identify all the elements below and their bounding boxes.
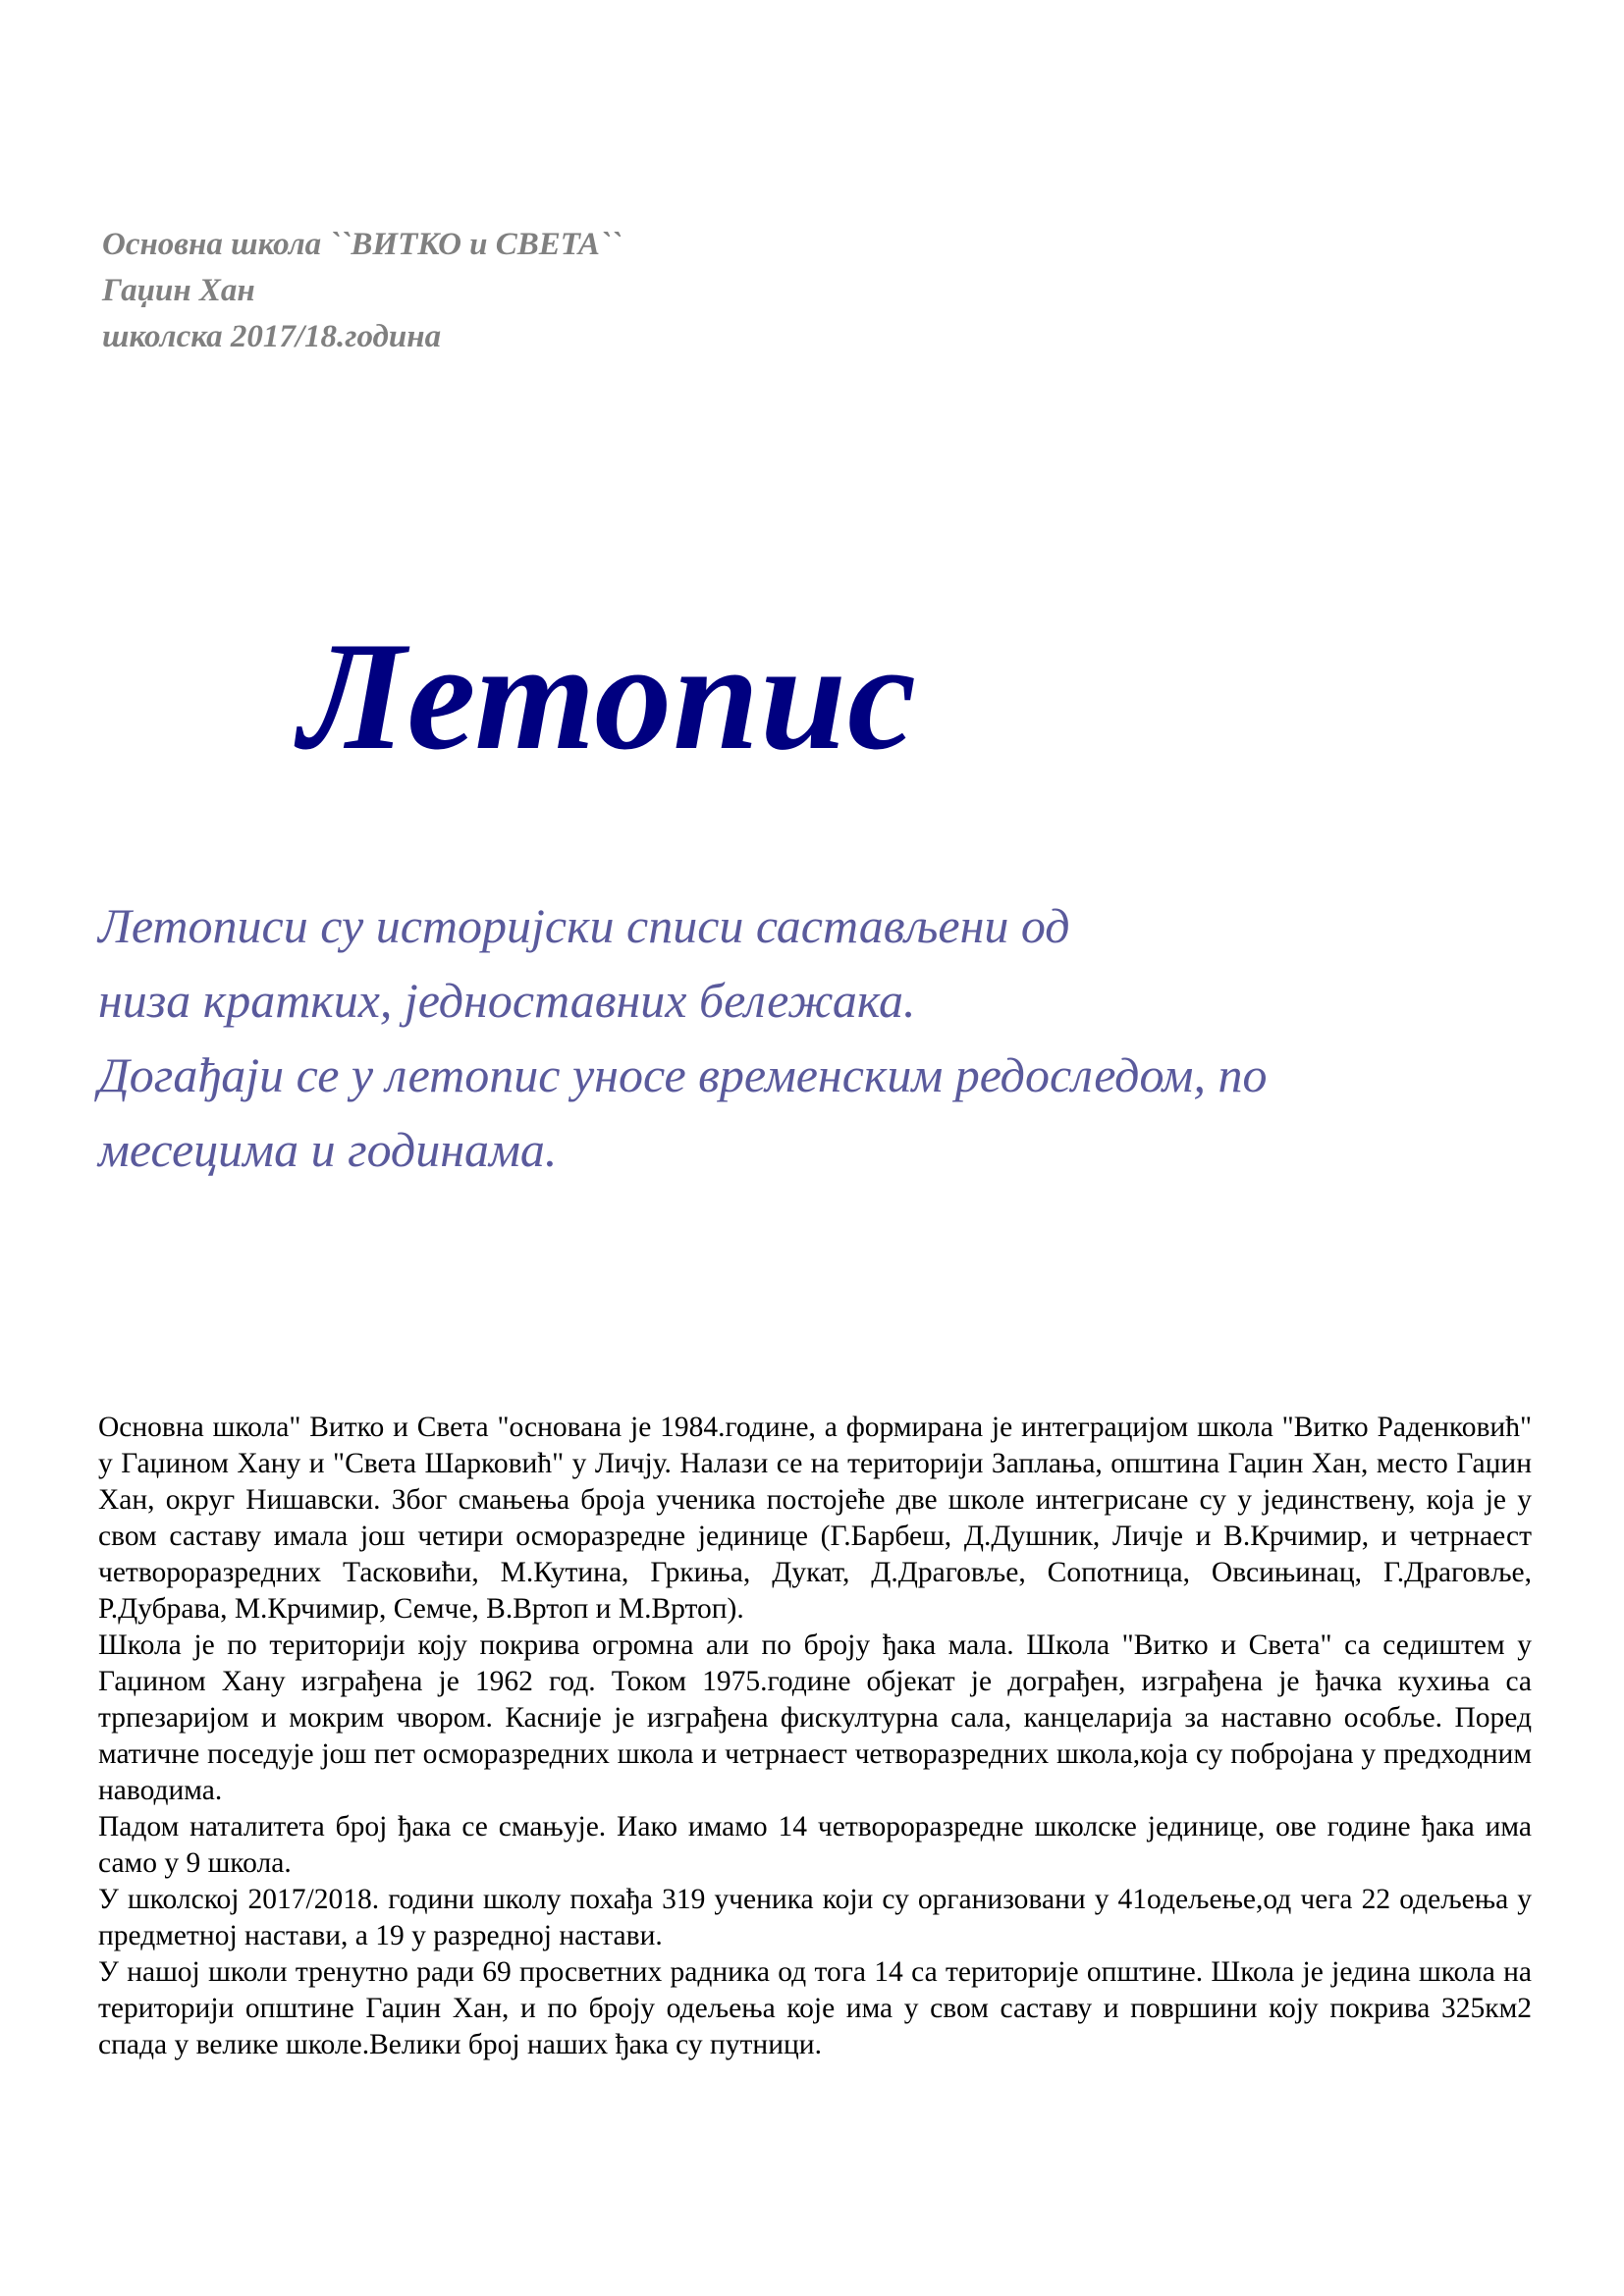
paragraph-birthrate: Падом наталитета број ђака се смањује. Иако имамо 14 четвороразредне школске јединице, ове године ђака има само у 9 школа. bbox=[98, 1811, 1532, 1879]
school-location: Гаџин Хан bbox=[102, 273, 255, 308]
chronicle-definition bbox=[98, 888, 1267, 1187]
paragraph-students: У школској 2017/2018. години школу похађа 319 ученика који су организовани у 41одељење,од чега 22 одељења у предметној настави, а 19 у разредној настави. bbox=[98, 1884, 1532, 1951]
school-history-text bbox=[98, 1410, 1532, 2063]
school-name: Основна школа ``ВИТКО и СВЕТА`` bbox=[102, 227, 622, 262]
paragraph-staff: У нашој школи тренутно ради 69 просветних радника од тога 14 са територије општине. Школа је једина школа на територији општине Гаџин Хан, и по броју одељења које има у свом саставу и површини коју покрива 325км2 спада у велике школе.Велики број наших ђака су путници. bbox=[98, 1956, 1532, 2060]
school-year: школска 2017/18.година bbox=[102, 319, 442, 354]
paragraph-building: Школа је по територији коју покрива огромна али по броју ђака мала. Школа "Витко и Света" са седиштем у Гаџином Хану изграђена је 1962 год. Током 1975.године објекат је дограђен, изграђена је ђачка кухиња са трпезаријом и мокрим чвором. Касније је изграђена фискултурна сала, канцеларија за наставно особље. Поред матичне поседује још пет осморазредних школа и четрнаест четворазредних школа,која су побројана у предходним наводима. bbox=[98, 1629, 1532, 1806]
school-header bbox=[102, 222, 622, 360]
paragraph-founding: Основна школа" Витко и Света "основана је 1984.године, а формирана је интеграцијом школа "Витко Раденковић" у Гаџином Хану и "Света Шарковић" у Личју. Налази се на територији Заплања, општина Гаџин Хан, место Гаџин Хан, округ Нишавски. Због смањења броја ученика постојеће две школе интегрисане су у јединствену, која је у свом саставу имала још четири осморазредне јединице (Г.Барбеш, Д.Душник, Личје и В.Крчимир, и четрнаест четвороразредних Тасковићи, М.Кутина, Гркиња, Дукат, Д.Драговље, Сопотница, Овсињинац, Г.Драговље, Р.Дубрава, М.Крчимир, Семче, В.Вртоп и М.Вртоп). bbox=[98, 1412, 1532, 1625]
document-title: Летопис bbox=[299, 611, 918, 782]
definition-line: низа кратких, једноставних бележака. bbox=[98, 973, 916, 1028]
definition-line: Летописи су историјски списи састављени од bbox=[98, 898, 1070, 953]
definition-line: месецима и годинама. bbox=[98, 1122, 558, 1177]
definition-line: Догађаји се у летопис уносе временским редоследом, по bbox=[98, 1047, 1268, 1102]
